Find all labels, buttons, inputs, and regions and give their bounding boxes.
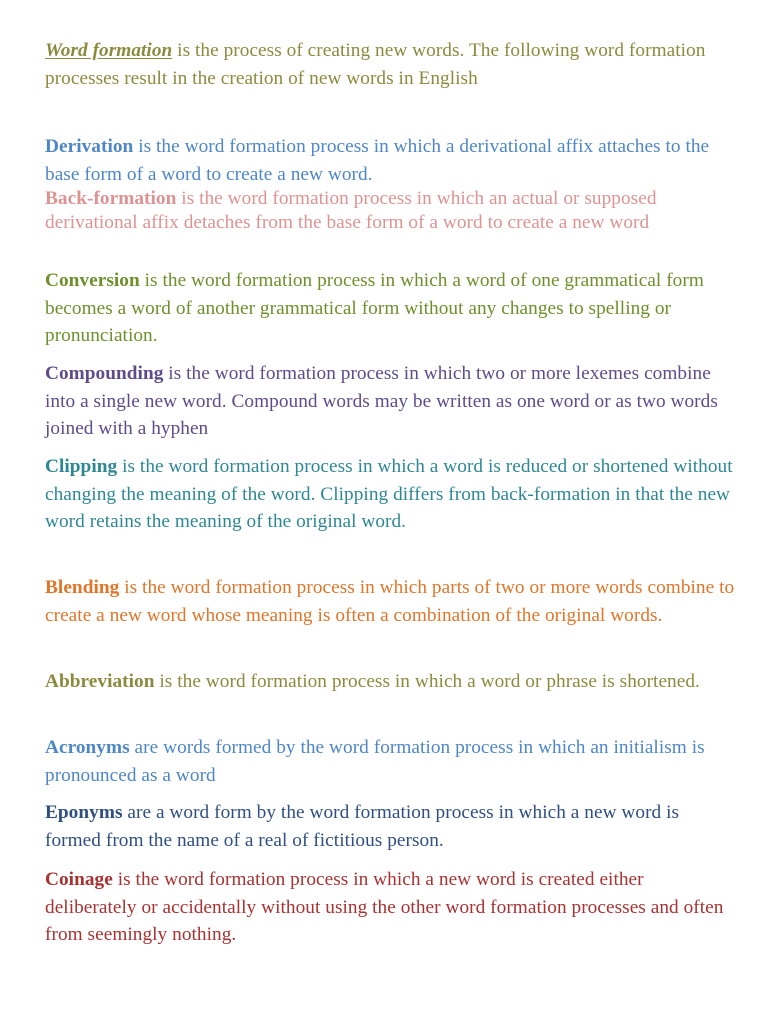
definition-text: is the word formation process in which a new word is created either deliberately or accidentally without using the other word formation processes and often from seemingly nothing. [45,869,724,946]
definition-abbreviation [45,668,735,696]
definition-text: is the word formation process in which parts of two or more words combine to create a new word whose meaning is often a combination of the original words. [45,577,735,626]
definition-text: are a word form by the word formation process in which a new word is formed from the name of a real of fictitious person. [45,802,680,851]
definition-term: Blending [45,577,120,598]
definition-text: are words formed by the word formation process in which an initialism is pronounced as a word [45,737,705,786]
definition-derivation [45,133,735,188]
definition-clipping [45,453,735,536]
definition-term: Abbreviation [45,671,155,692]
definition-term: Acronyms [45,737,130,758]
intro-term: Word formation [45,40,173,61]
definition-back-formation [45,187,735,236]
definition-text: is the word formation process in which a derivational affix attaches to the base form of a word to create a new word. [45,136,710,185]
definition-text: is the word formation process in which a word or phrase is shortened. [154,671,700,692]
definition-blending [45,574,735,629]
definition-conversion [45,267,735,350]
definition-term: Derivation [45,136,134,157]
definition-text: is the word formation process in which two or more lexemes combine into a single new word. Compound words may be written as one word or as two words joined with a hyphen [45,363,718,440]
definition-term: Eponyms [45,802,123,823]
definition-acronyms [45,734,735,789]
definition-text: is the word formation process in which an actual or supposed derivational affix detaches from the base form of a word to create a new word [45,188,657,234]
definition-eponyms [45,799,735,854]
definition-text: is the word formation process in which a word of one grammatical form becomes a word of another grammatical form without any changes to spelling or pronunciation. [45,270,704,347]
definition-term: Conversion [45,270,140,291]
definition-term: Back-formation [45,188,177,209]
definition-term: Coinage [45,869,113,890]
intro-paragraph [45,37,735,92]
definition-term: Compounding [45,363,164,384]
definition-compounding [45,360,735,443]
definition-term: Clipping [45,456,118,477]
intro-text: is the process of creating new words. The following word formation processes result in the creation of new words in English [45,40,706,89]
definition-text: is the word formation process in which a word is reduced or shortened without changing the meaning of the word. Clipping differs from back-formation in that the new word retains the meaning of the original word. [45,456,733,533]
definition-coinage [45,866,735,949]
